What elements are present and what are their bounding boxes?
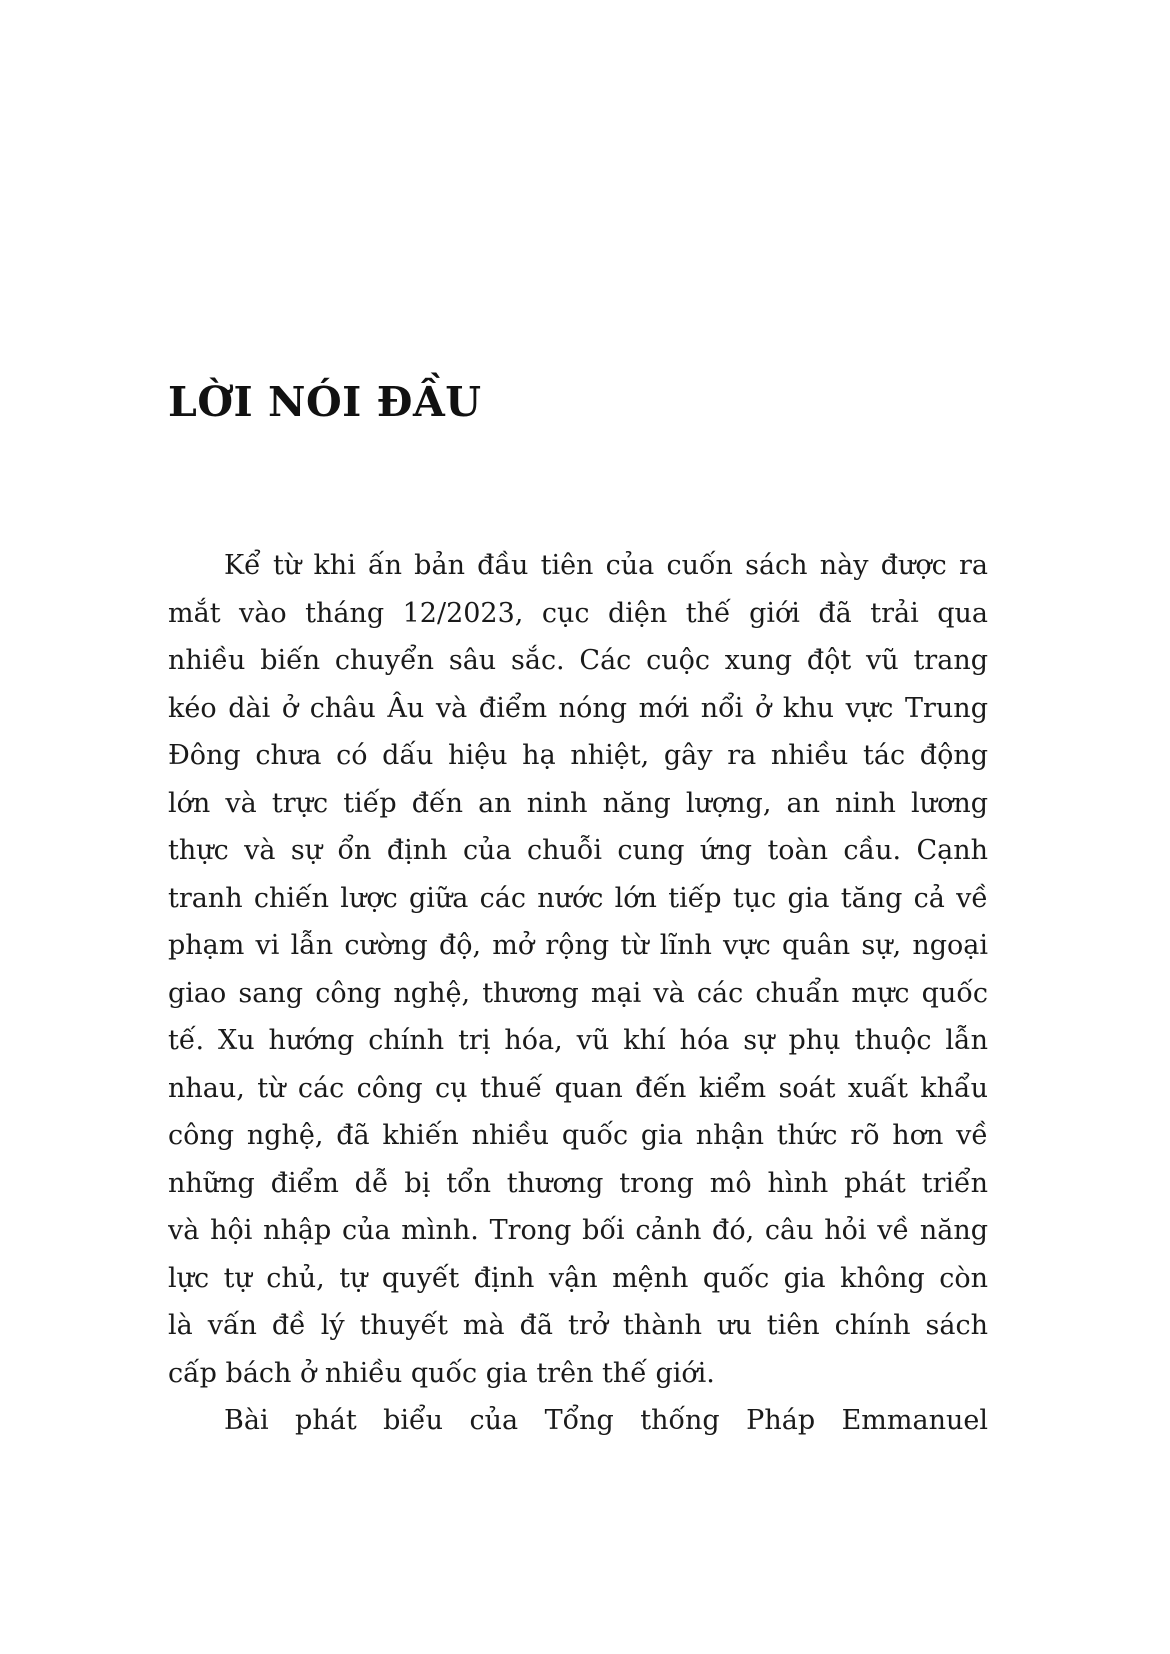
text-line: Kể từ khi ấn bản đầu tiên của cuốn sách này được ra: [224, 550, 988, 581]
text-line: lớn và trực tiếp đến an ninh năng lượng, an ninh lương: [168, 787, 988, 819]
chapter-heading: LỜI NÓI ĐẦU: [168, 378, 482, 426]
text-line: Đông chưa có dấu hiệu hạ nhiệt, gây ra nhiều tác động: [168, 740, 988, 771]
text-line: Bài phát biểu của Tổng thống Pháp Emmanuel: [224, 1405, 988, 1436]
text-line: những điểm dễ bị tổn thương trong mô hình phát triển: [168, 1167, 988, 1199]
text-line: giao sang công nghệ, thương mại và các chuẩn mực quốc: [168, 977, 988, 1009]
text-line: tranh chiến lược giữa các nước lớn tiếp tục gia tăng cả về: [168, 882, 988, 914]
text-line: công nghệ, đã khiến nhiều quốc gia nhận thức rõ hơn về: [168, 1120, 988, 1151]
text-line: lực tự chủ, tự quyết định vận mệnh quốc gia không còn: [168, 1262, 988, 1294]
text-line: phạm vi lẫn cường độ, mở rộng từ lĩnh vực quân sự, ngoại: [168, 930, 988, 961]
text-line: là vấn đề lý thuyết mà đã trở thành ưu tiên chính sách: [168, 1310, 988, 1341]
body-text: [168, 542, 988, 1445]
text-line: thực và sự ổn định của chuỗi cung ứng toàn cầu. Cạnh: [168, 835, 988, 866]
text-line: cấp bách ở nhiều quốc gia trên thế giới.: [168, 1357, 715, 1389]
text-line: tế. Xu hướng chính trị hóa, vũ khí hóa sự phụ thuộc lẫn: [168, 1025, 988, 1056]
text-line: và hội nhập của mình. Trong bối cảnh đó, câu hỏi về năng: [168, 1215, 988, 1246]
text-line: nhiều biến chuyển sâu sắc. Các cuộc xung đột vũ trang: [168, 645, 988, 676]
text-line: kéo dài ở châu Âu và điểm nóng mới nổi ở khu vực Trung: [168, 692, 988, 724]
text-line: mắt vào tháng 12/2023, cục diện thế giới đã trải qua: [168, 597, 988, 629]
text-line: nhau, từ các công cụ thuế quan đến kiểm soát xuất khẩu: [168, 1072, 988, 1104]
